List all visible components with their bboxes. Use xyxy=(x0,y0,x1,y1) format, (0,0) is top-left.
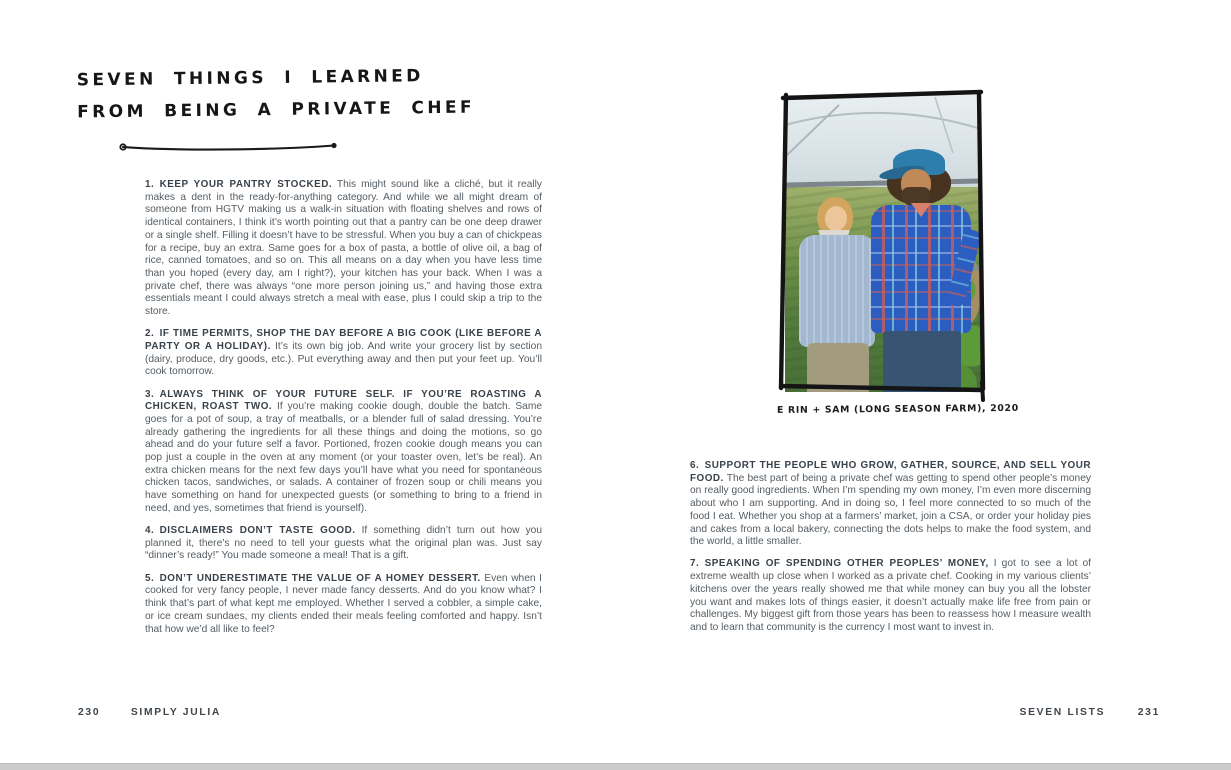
page-title-line-2: FROM BEING A PRIVATE CHEF xyxy=(77,97,476,123)
list-item-7-heading: 7. SPEAKING OF SPENDING OTHER PEOPLES’ MONEY, xyxy=(690,558,989,570)
right-page-footer xyxy=(1020,707,1161,718)
right-text-column xyxy=(690,460,1091,644)
list-item-1-body: This might sound like a cliché, but it really makes a dent in the ready-for-anything category. And while we all might dream of someone from HGTV making us a walk-in situation with floating shelves and rows of identical containers, I think it’s worth pointing out that a pantry can be one deep drawer or a single shelf. Filling it doesn’t have to be stressful. When you buy a can of chickpeas for a recipe, buy an extra. Same goes for a box of pasta, a bottle of olive oil, a bag of rice, canned tomatoes, and so on. This all means on a day when you have less time than you hoped (every day, am I right?), your kitchen has your back. When I was a private chef, there was always “one more person joining us,” and having those extra essentials meant I could always stretch a meal with ease, plus I could skip a trip to the store. xyxy=(145,179,542,318)
section-title: SEVEN LISTS xyxy=(1019,707,1106,718)
list-item-3-body: If you’re making cookie dough, double the batch. Same goes for a pot of soup, a tray of meatballs, or a blender full of salad dressing. You’re already gathering the ingredients for all these things and doing the motions, so go ahead and do your future self a favor. Portioned, frozen cookie dough means you can pop just a couple in the oven at any moment (or your toaster oven, let’s be real). An extra chicken means for the next few days you’ll have what you need for spontaneous chicken tacos, sandwiches, or salads. A container of frozen soup or chili means you have something on hand for unexpected guests (or something to bring to a friend in need, and yes, sometimes that friend is yourself). xyxy=(145,401,543,514)
list-item-5 xyxy=(145,573,542,637)
list-item-6 xyxy=(690,460,1091,549)
book-page-bottom-edge xyxy=(0,763,1231,770)
book-title: SIMPLY JULIA xyxy=(130,707,222,718)
hand-drawn-divider xyxy=(116,138,342,156)
list-item-4-body: If something didn’t turn out how you planned it, there’s no need to tell your guests what the original plan was. Just say “dinner’s ready!” You made someone a meal! That is a gift. xyxy=(145,525,542,562)
list-item-3-heading: 3. ALWAYS THINK OF YOUR FUTURE SELF. IF YOU’RE ROASTING A CHICKEN, ROAST TWO. xyxy=(145,388,542,413)
list-item-2-heading: 2. IF TIME PERMITS, SHOP THE DAY BEFORE A BIG COOK (LIKE BEFORE A PARTY OR A HOLIDAY). xyxy=(145,328,542,352)
page-title xyxy=(77,60,476,129)
list-item-1-heading: 1. KEEP YOUR PANTRY STOCKED. xyxy=(145,179,333,190)
photo-caption: E RIN + SAM (LONG SEASON FARM), 2020 xyxy=(776,402,1019,416)
list-item-4 xyxy=(145,525,542,563)
list-item-5-heading: 5. DON’T UNDERESTIMATE THE VALUE OF A HOMEY DESSERT. xyxy=(145,572,481,584)
list-item-2-body: It’s its own big job. And write your grocery list by section (dairy, produce, dry goods, etc.). Put everything away and then put your feet up. You’ll cook tomorrow. xyxy=(145,340,543,378)
list-item-1 xyxy=(145,179,542,319)
list-item-6-heading: 6. SUPPORT THE PEOPLE WHO GROW, GATHER, SOURCE, AND SELL YOUR FOOD. xyxy=(690,460,1091,484)
left-text-column xyxy=(145,179,542,646)
list-item-7 xyxy=(690,558,1091,634)
list-item-4-heading: 4. DISCLAIMERS DON’T TASTE GOOD. xyxy=(145,525,356,537)
page-title-line-1: SEVEN THINGS I LEARNED xyxy=(76,66,424,91)
list-item-3 xyxy=(145,389,542,516)
list-item-2 xyxy=(145,328,542,379)
list-item-5-body: Even when I cooked for very fancy people, I never made fancy desserts. And do you know what? I think that’s part of what kept me employed. Whether I served a cobbler, a simple cake, or ice cream sundaes, my clients ended their meals feeling comforted and happy. Isn’t that how we’d all like to feel? xyxy=(145,572,542,635)
right-page-number: 231 xyxy=(1137,707,1160,718)
farm-photo xyxy=(777,86,989,402)
hand-drawn-photo-frame xyxy=(777,86,989,402)
left-page-number: 230 xyxy=(78,707,101,718)
list-item-6-body: The best part of being a private chef was getting to spend other people’s money on really good ingredients. When I’m spending my own money, I’m even more discerning about who I am supporting. And in doing so, I feel more connected to so much of the food I eat. Whether you shop at a farmers’ market, join a CSA, or order your holiday pies and cakes from a local bakery, connecting the dots helps to make the food system, and the world, a little smaller. xyxy=(690,472,1091,548)
list-item-7-body: I got to see a lot of extreme wealth up close when I worked as a private chef. Cooking in my various clients’ kitchens over the years really showed me that while money can buy you all the lobster you want and makes lots of things easier, it doesn’t actually make life free from pain or challenges. My biggest gift from those years has been to reassess how I measure wealth and to learn that community is the currency I most want to invest in. xyxy=(690,558,1091,633)
left-page-footer xyxy=(78,707,221,718)
